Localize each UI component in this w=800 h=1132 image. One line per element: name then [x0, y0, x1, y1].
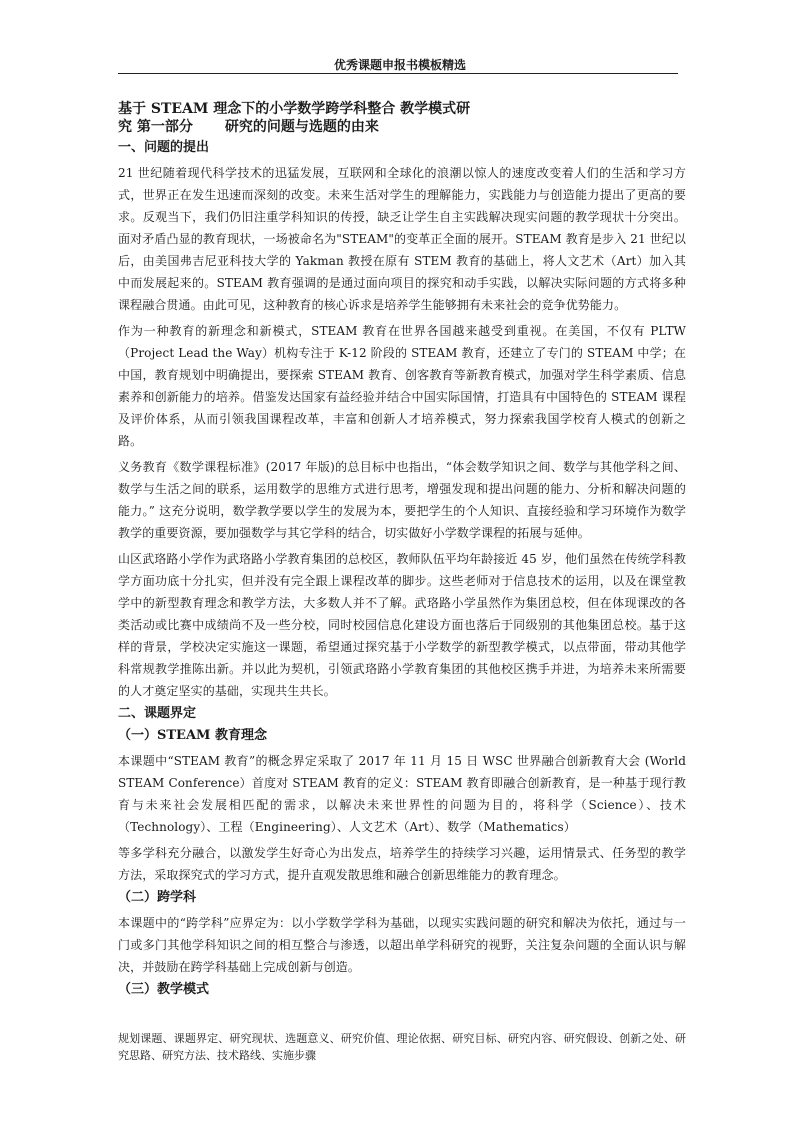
paragraph-7: 本课题中的“跨学科”应界定为：以小学数学学科为基础，以现实实践问题的研究和解决为依托，通过与一门或多门其他学科知识之间的相互整合与渗透，以超出单学科研究的视野，关注复杂问题的全面认识与解决，并鼓励在跨学科基础上完成创新与创造。 [118, 916, 686, 974]
title-line-1: 基于 STEAM 理念下的小学数学跨学科整合 教学模式研 [118, 101, 471, 117]
document-title [118, 100, 686, 136]
subsection-heading-teaching-mode: （三）教学模式 [118, 982, 210, 997]
subsection-heading-steam: （一）STEAM 教育理念 [118, 728, 267, 743]
paragraph-1: 21 世纪随着现代科学技术的迅猛发展，互联网和全球化的浪潮以惊人的速度改变着人们的生活和学习方式，世界正在发生迅速而深刻的改变。未来生活对学生的理解能力，实践能力与创造能力提出了更高的要求。反观当下，我们仍旧注重学科知识的传授，缺乏让学生自主实践解决现实问题的教学现状十分突出。面对矛盾凸显的教育现状，一场被命名为"STEAM"的变革正全面的展开。STEAM 教育是步入 21 世纪以后，由美国弗吉尼亚科技大学的 Yakman 教授在原有 STEM 教育的基础上，将人文艺术（Art）加入其中而发展起来的。STEAM 教育强调的是通过面向项目的探究和动手实践，以解决实际问题的方式将多种课程融合贯通。由此可见，这种教育的核心诉求是培养学生能够拥有未来社会的竞争优势能力。 [118, 166, 686, 312]
paragraph-5: 本课题中“STEAM 教育”的概念界定采取了 2017 年 11 月 15 日 WSC 世界融合创新教育大会 (World STEAM Conference）首度对 STEAM 教育的定义：STEAM 教育即融合创新教育，是一种基于现行教育与未来社会发展相匹配的需求，以解决未来世界性的问题为目的，将科学（Science）、技术（Technology）、工程（Engineering）、人文艺术（Art）、数学（Mathematics） [118, 754, 686, 834]
title-part-label: 究 第一部分 [118, 119, 193, 135]
page-header: 优秀课题申报书模板精选 [333, 58, 466, 72]
footer-keywords: 规划课题、课题界定、研究现状、选题意义、研究价值、理论依据、研究目标、研究内容、研究假设、创新之处、研究思路、研究方法、技术路线、实施步骤 [118, 1032, 686, 1062]
header-rule [118, 73, 678, 74]
paragraph-2: 作为一种教育的新理念和新模式，STEAM 教育在世界各国越来越受到重视。在美国，不仅有 PLTW（Project Lead the Way）机构专注于 K-12 阶段的 STEAM 教育，还建立了专门的 STEAM 中学；在中国，教育规划中明确提出，要探索 STEAM 教育、创客教育等新教育模式，加强对学生科学素质、信息素养和创新能力的培养。借鉴发达国家有益经验并结合中国实际国情，打造具有中国特色的 STEAM 课程及评价体系，从而引领我国课程改革，丰富和创新人才培养模式，努力探索我国学校育人模式的创新之路。 [118, 324, 686, 448]
paragraph-6: 等多学科充分融合，以激发学生好奇心为出发点，培养学生的持续学习兴趣，运用情景式、任务型的教学方法，采取探究式的学习方式，提升直观发散思维和融合创新思维能力的教育理念。 [118, 846, 686, 882]
subsection-heading-interdisciplinary: （二）跨学科 [118, 890, 197, 905]
section-heading-2: 二、课题界定 [118, 706, 197, 721]
title-line-2 [118, 118, 686, 136]
document-body [118, 100, 686, 1000]
title-part-name: 研究的问题与选题的由来 [224, 119, 379, 135]
paragraph-4: 山区武珞路小学作为武珞路小学教育集团的总校区，教师队伍平均年龄接近 45 岁，他们虽然在传统学科教学方面功底十分扎实，但并没有完全跟上课程改革的脚步。这些老师对于信息技术的运用，以及在课堂教学中的新型教育理念和教学方法，大多数人并不了解。武珞路小学虽然作为集团总校，但在体现课改的各类活动或比赛中成绩尚不及一些分校，同时校园信息化建设方面也落后于同级别的其他集团总校。基于这样的背景，学校决定实施这一课题，希望通过探究基于小学数学的新型教学模式，以点带面，带动其他学科常规教学推陈出新。并以此为契机，引领武珞路小学教育集团的其他校区携手并进，为培养未来所需要的人才奠定坚实的基础，实现共生共长。 [118, 552, 686, 698]
section-heading-1: 一、问题的提出 [118, 140, 210, 155]
paragraph-3: 义务教育《数学课程标准》(2017 年版)的总目标中也指出，“体会数学知识之间、数学与其他学科之间、数学与生活之间的联系，运用数学的思维方式进行思考，增强发现和提出问题的能力、分析和解决问题的能力。” 这充分说明，数学教学要以学生的发展为本，要把学生的个人知识、直接经验和学习环境作为数学教学的重要资源，要加强数学与其它学科的结合，切实做好小学数学课程的拓展与延伸。 [118, 460, 686, 540]
